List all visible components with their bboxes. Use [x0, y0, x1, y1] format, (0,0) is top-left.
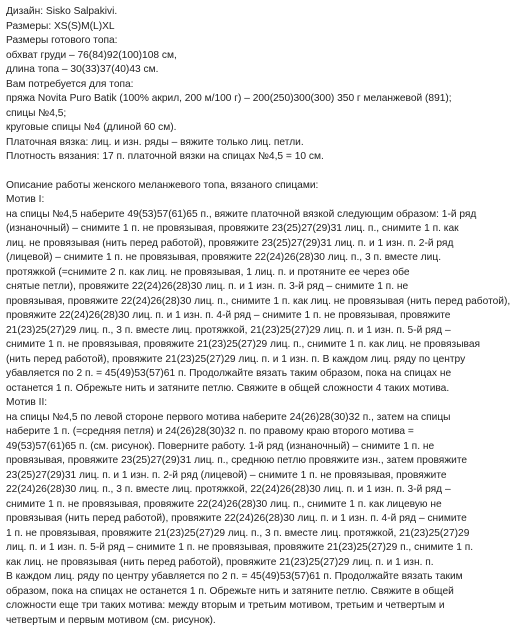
description-line: снимите 1 п. не провязывая, провяжите 22(24)26(28)30 лиц. п., снимите 1 п. как лицевую не [6, 498, 434, 513]
description-line: как лиц. не провязывая (нить перед работой), провяжите 21(23)25(27)29 лиц. п. и 1 изн. п. [6, 556, 434, 571]
section-gap [6, 165, 434, 179]
pattern-description [6, 179, 434, 628]
spec-line: спицы №4,5; [6, 107, 434, 122]
description-line: сложности еще три таких мотива: между вторым и третьим мотивом, третьим и четвертым и [6, 599, 434, 614]
description-line: 1 п. не провязывая, провяжите 21(23)25(27)29 лиц. п., 3 п. вместе лиц. протяжкой, 21(23)25(27)29 [6, 527, 434, 542]
description-line: Описание работы женского меланжевого топа, вязаного спицами: [6, 179, 434, 194]
pattern-specs [6, 5, 434, 165]
description-line: 23(25)27(29)31 лиц. п. и 1 изн. п. 2-й ряд (лицевой) – снимите 1 п. не провязывая, провяжите [6, 469, 434, 484]
spec-line: Размеры: XS(S)M(L)XL [6, 20, 434, 35]
description-line: провязывая (нить перед работой), провяжите 22(24)26(28)30 лиц. п. и 1 изн. п. 4-й ряд – снимите [6, 512, 434, 527]
description-line: провязывая, провяжите 23(25)27(29)31 лиц. п., среднюю петлю провяжите изн., затем провяжите [6, 454, 434, 469]
description-line: 49(53)57(61)65 п. (см. рисунок). Поверните работу. 1-й ряд (изнаночный) – снимите 1 п. не [6, 440, 434, 455]
spec-line: Дизайн: Sisko Salpakivi. [6, 5, 434, 20]
description-line: провязывая, провяжите 22(24)26(28)30 лиц. п., снимите 1 п. как лиц. не провязывая (нить перед работой), [6, 295, 434, 310]
description-line: лиц. п. и 1 изн. п. 5-й ряд – снимите 1 п. не провязывая, провяжите 21(23)25(27)29 п., снимите 1 п. [6, 541, 434, 556]
spec-line: длина топа – 30(33)37(40)43 см. [6, 63, 434, 78]
description-line: останется 1 п. Обрежьте нить и затяните петлю. Свяжите в общей сложности 4 таких мотива. [6, 382, 434, 397]
description-line: (нить перед работой), провяжите 21(23)25(27)29 лиц. п. и 1 изн. п. В каждом лиц. ряду по центру [6, 353, 434, 368]
spec-line: Плотность вязания: 17 п. платочной вязки на спицах №4,5 = 10 см. [6, 150, 434, 165]
description-line: (лицевой) – снимите 1 п. не провязывая, провяжите 22(24)26(28)30 лиц. п., 3 п. вместе лиц. [6, 251, 434, 266]
description-line: В каждом лиц. ряду по центру убавляется по 2 п. = 45(49)53(57)61 п. Продолжайте вязать таким [6, 570, 434, 585]
description-line: на спицы №4,5 по левой стороне первого мотива наберите 24(26)28(30)32 п., затем на спицы [6, 411, 434, 426]
description-line: четвертым и первым мотивом (см. рисунок). [6, 614, 434, 628]
spec-line: обхват груди – 76(84)92(100)108 см, [6, 49, 434, 64]
description-line: 22(24)26(28)30 лиц. п., 3 п. вместе лиц. протяжкой, 22(24)26(28)30 лиц. п. и 1 изн. п. 3-й ряд – [6, 483, 434, 498]
description-line: снятые петли), провяжите 22(24)26(28)30 лиц. п. и 1 изн. п. 3-й ряд – снимите 1 п. не [6, 280, 434, 295]
description-line: лиц. не провязывая (нить перед работой), провяжите 23(25)27(29)31 лиц. п. и 1 изн. п. 2-й ряд [6, 237, 434, 252]
description-line: провяжите 22(24)26(28)30 лиц. п. и 1 изн. п. 4-й ряд – снимите 1 п. не провязывая, провяжите [6, 309, 434, 324]
description-line: снимите 1 п. не провязывая, провяжите 21(23)25(27)29 лиц. п., снимите 1 п. как лиц. не провязывая [6, 338, 434, 353]
spec-line: круговые спицы №4 (длиной 60 см). [6, 121, 434, 136]
description-line: на спицы №4,5 наберите 49(53)57(61)65 п., вяжите платочной вязкой следующим образом: 1-й ряд [6, 208, 434, 223]
description-line: наберите 1 п. (=средняя петля) и 24(26)28(30)32 п. по правому краю второго мотива = [6, 425, 434, 440]
description-line: Мотив I: [6, 193, 434, 208]
description-line: 21(23)25(27)29 лиц. п., 3 п. вместе лиц. протяжкой, 21(23)25(27)29 лиц. п. и 1 изн. п. 5-й ряд – [6, 324, 434, 339]
spec-line: Платочная вязка: лиц. и изн. ряды – вяжите только лиц. петли. [6, 136, 434, 151]
spec-line: Вам потребуется для топа: [6, 78, 434, 93]
description-line: протяжкой (=снимите 2 п. как лиц. не провязывая, 1 лиц. п. и протяните ее через обе [6, 266, 434, 281]
spec-line: пряжа Novita Puro Batik (100% акрил, 200 м/100 г) – 200(250)300(300) 350 г меланжевой (891); [6, 92, 434, 107]
description-line: Мотив II: [6, 396, 434, 411]
description-line: убавляется по 2 п. = 45(49)53(57)61 п. Продолжайте вязать таким образом, пока на спицах не [6, 367, 434, 382]
spec-line: Размеры готового топа: [6, 34, 434, 49]
description-line: образом, пока на спицах не останется 1 п. Обрежьте нить и затяните петлю. Свяжите в общей [6, 585, 434, 600]
description-line: (изнаночный) – снимите 1 п. не провязывая, провяжите 23(25)27(29)31 лиц. п., снимите 1 п. как [6, 222, 434, 237]
